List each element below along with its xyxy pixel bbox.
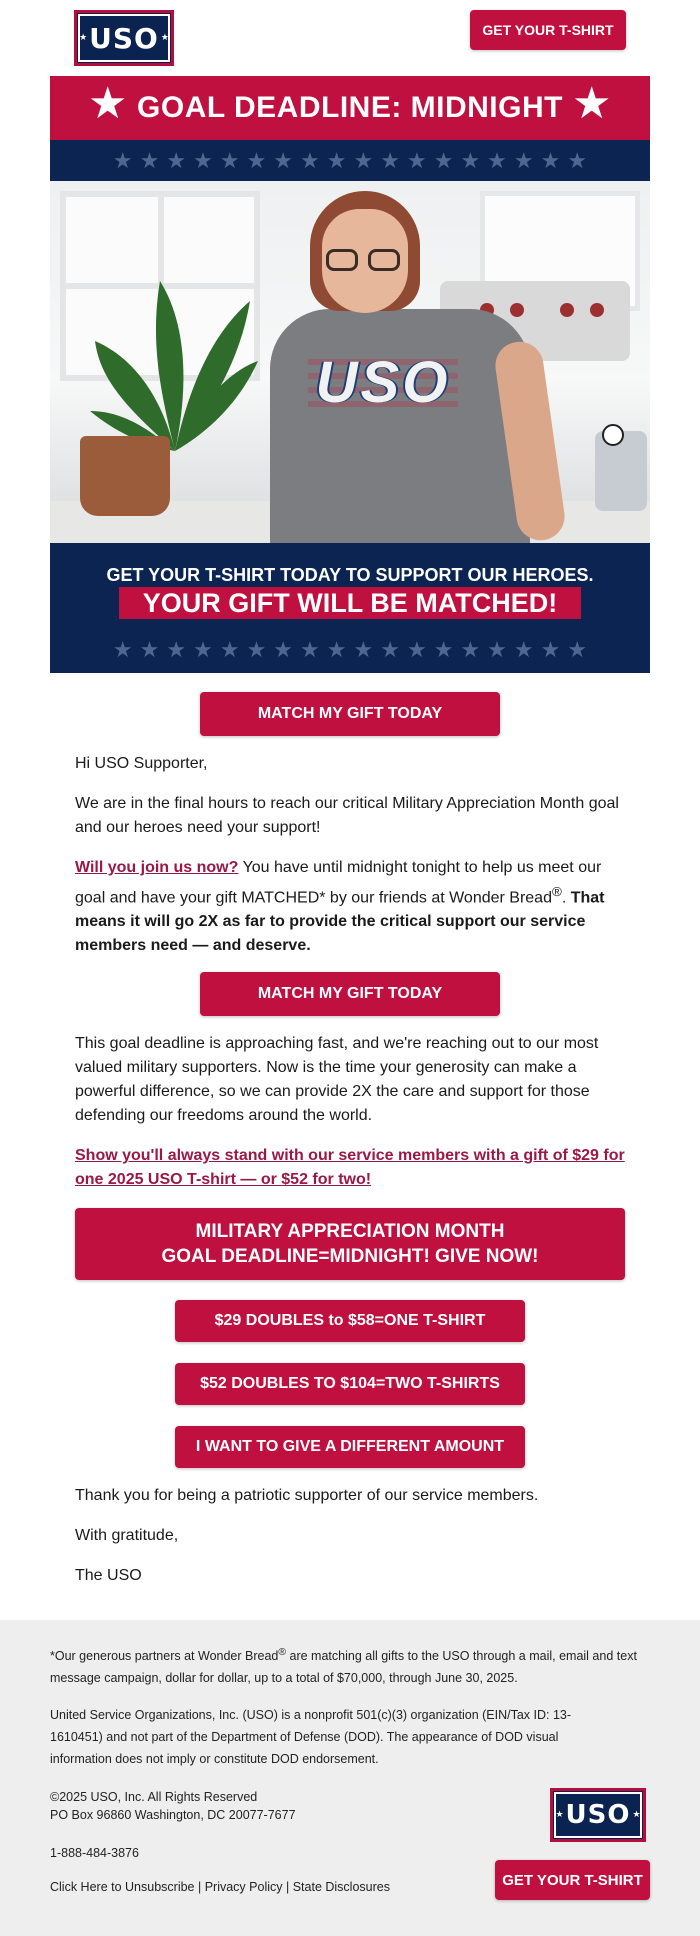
plant-icon [90, 261, 260, 461]
star-icon: ★ [632, 1809, 641, 1820]
email-header [0, 0, 700, 76]
tshirt [270, 309, 530, 543]
plant-pot [80, 436, 170, 516]
gift-link[interactable]: Show you'll always stand with our service members with a gift of $29 for one 2025 USO T-shirt — or $52 for two! [75, 1147, 625, 1188]
copyright-block: ©2025 USO, Inc. All Rights Reserved PO Box 96860 Washington, DC 20077-7677 [50, 1790, 296, 1822]
star-divider: ★ ★ ★ ★ ★ ★ ★ ★ ★ ★ ★ ★ ★ ★ ★ ★ ★ ★ [50, 630, 650, 670]
thanks-text: Thank you for being a patriotic supporter of our service members. [75, 1487, 539, 1504]
join-link[interactable]: Will you join us now? [75, 859, 239, 876]
paragraph: Will you join us now? You have until midnight tonight to help us meet our goal and have your gift MATCHED* by our friends at Wonder Bread®. That means it will go 2X as far to provide the critical support our service members need — and deserve. [75, 859, 605, 955]
footnote: *Our generous partners at Wonder Bread® are matching all gifts to the USO through a mail, email and text message campaign, dollar for dollar, up to a total of $70,000, through June 30, 2025. [50, 1647, 637, 1686]
star-icon: ★ [555, 1809, 564, 1820]
gift-option-button[interactable]: $52 DOUBLES TO $104=TWO T-SHIRTS [175, 1363, 525, 1405]
unsubscribe-link[interactable]: Click Here to Unsubscribe [50, 1880, 195, 1894]
uso-logo[interactable] [550, 1788, 646, 1842]
match-gift-button[interactable]: MATCH MY GIFT TODAY [200, 692, 500, 736]
glasses-icon [326, 249, 404, 271]
uso-logo[interactable] [74, 10, 174, 66]
signature: The USO [75, 1567, 142, 1584]
get-tshirt-button[interactable]: GET YOUR T-SHIRT [495, 1860, 650, 1900]
give-now-button[interactable]: MILITARY APPRECIATION MONTH GOAL DEADLINE=MIDNIGHT! GIVE NOW! [75, 1208, 625, 1280]
get-tshirt-button[interactable]: GET YOUR T-SHIRT [470, 10, 626, 50]
phone-number: 1-888-484-3876 [50, 1846, 139, 1860]
state-disclosures-link[interactable]: State Disclosures [292, 1880, 390, 1894]
gift-option-button[interactable]: I WANT TO GIVE A DIFFERENT AMOUNT [175, 1426, 525, 1468]
greeting: Hi USO Supporter, [75, 755, 208, 772]
star-icon: ★ [88, 79, 128, 128]
match-gift-button[interactable]: MATCH MY GIFT TODAY [200, 972, 500, 1016]
paragraph: This goal deadline is approaching fast, and we're reaching out to our most valued military supporters. Now is the time your generosity can make a powerful difference, so we can provide 2X the care and support for those defending our freedoms around the world. [75, 1035, 599, 1124]
logo-text: USO [565, 1800, 631, 1830]
gift-option-button[interactable]: $29 DOUBLES to $58=ONE T-SHIRT [175, 1300, 525, 1342]
star-divider: ★ ★ ★ ★ ★ ★ ★ ★ ★ ★ ★ ★ ★ ★ ★ ★ ★ ★ [50, 140, 650, 181]
disclaimer: United Service Organizations, Inc. (USO) is a nonprofit 501(c)(3) organization (EIN/Tax ID: 13-1610451) and not part of the Department of Defense (DOD). The appearance of DOD visual information does not imply or constitute DOD endorsement. [50, 1708, 572, 1766]
deadline-title: GOAL DEADLINE: MIDNIGHT [137, 91, 563, 124]
deadline-banner [50, 76, 650, 140]
paragraph-bold: That means it will go 2X as far to provide the critical support our service members need — and deserve. [75, 889, 605, 955]
hero-photo [50, 181, 650, 543]
star-icon: ★ [160, 32, 169, 43]
panda-icon [602, 424, 624, 446]
star-icon: ★ [79, 32, 88, 43]
shirt-logo: USO [308, 351, 458, 413]
cta-line-1: GET YOUR T-SHIRT TODAY TO SUPPORT OUR HEROES. [106, 565, 594, 585]
footer-links: Click Here to Unsubscribe | Privacy Policy | State Disclosures [50, 1880, 390, 1894]
cta-line-2: YOUR GIFT WILL BE MATCHED! [119, 587, 581, 619]
photo-jar [595, 431, 647, 511]
footer [0, 1620, 700, 1936]
privacy-link[interactable]: Privacy Policy [204, 1880, 283, 1894]
photo-person [270, 191, 570, 543]
logo-text: USO [89, 21, 159, 55]
closing-text: With gratitude, [75, 1527, 179, 1544]
paragraph: We are in the final hours to reach our critical Military Appreciation Month goal and our heroes need your support! [75, 795, 619, 836]
star-icon: ★ [572, 79, 612, 128]
